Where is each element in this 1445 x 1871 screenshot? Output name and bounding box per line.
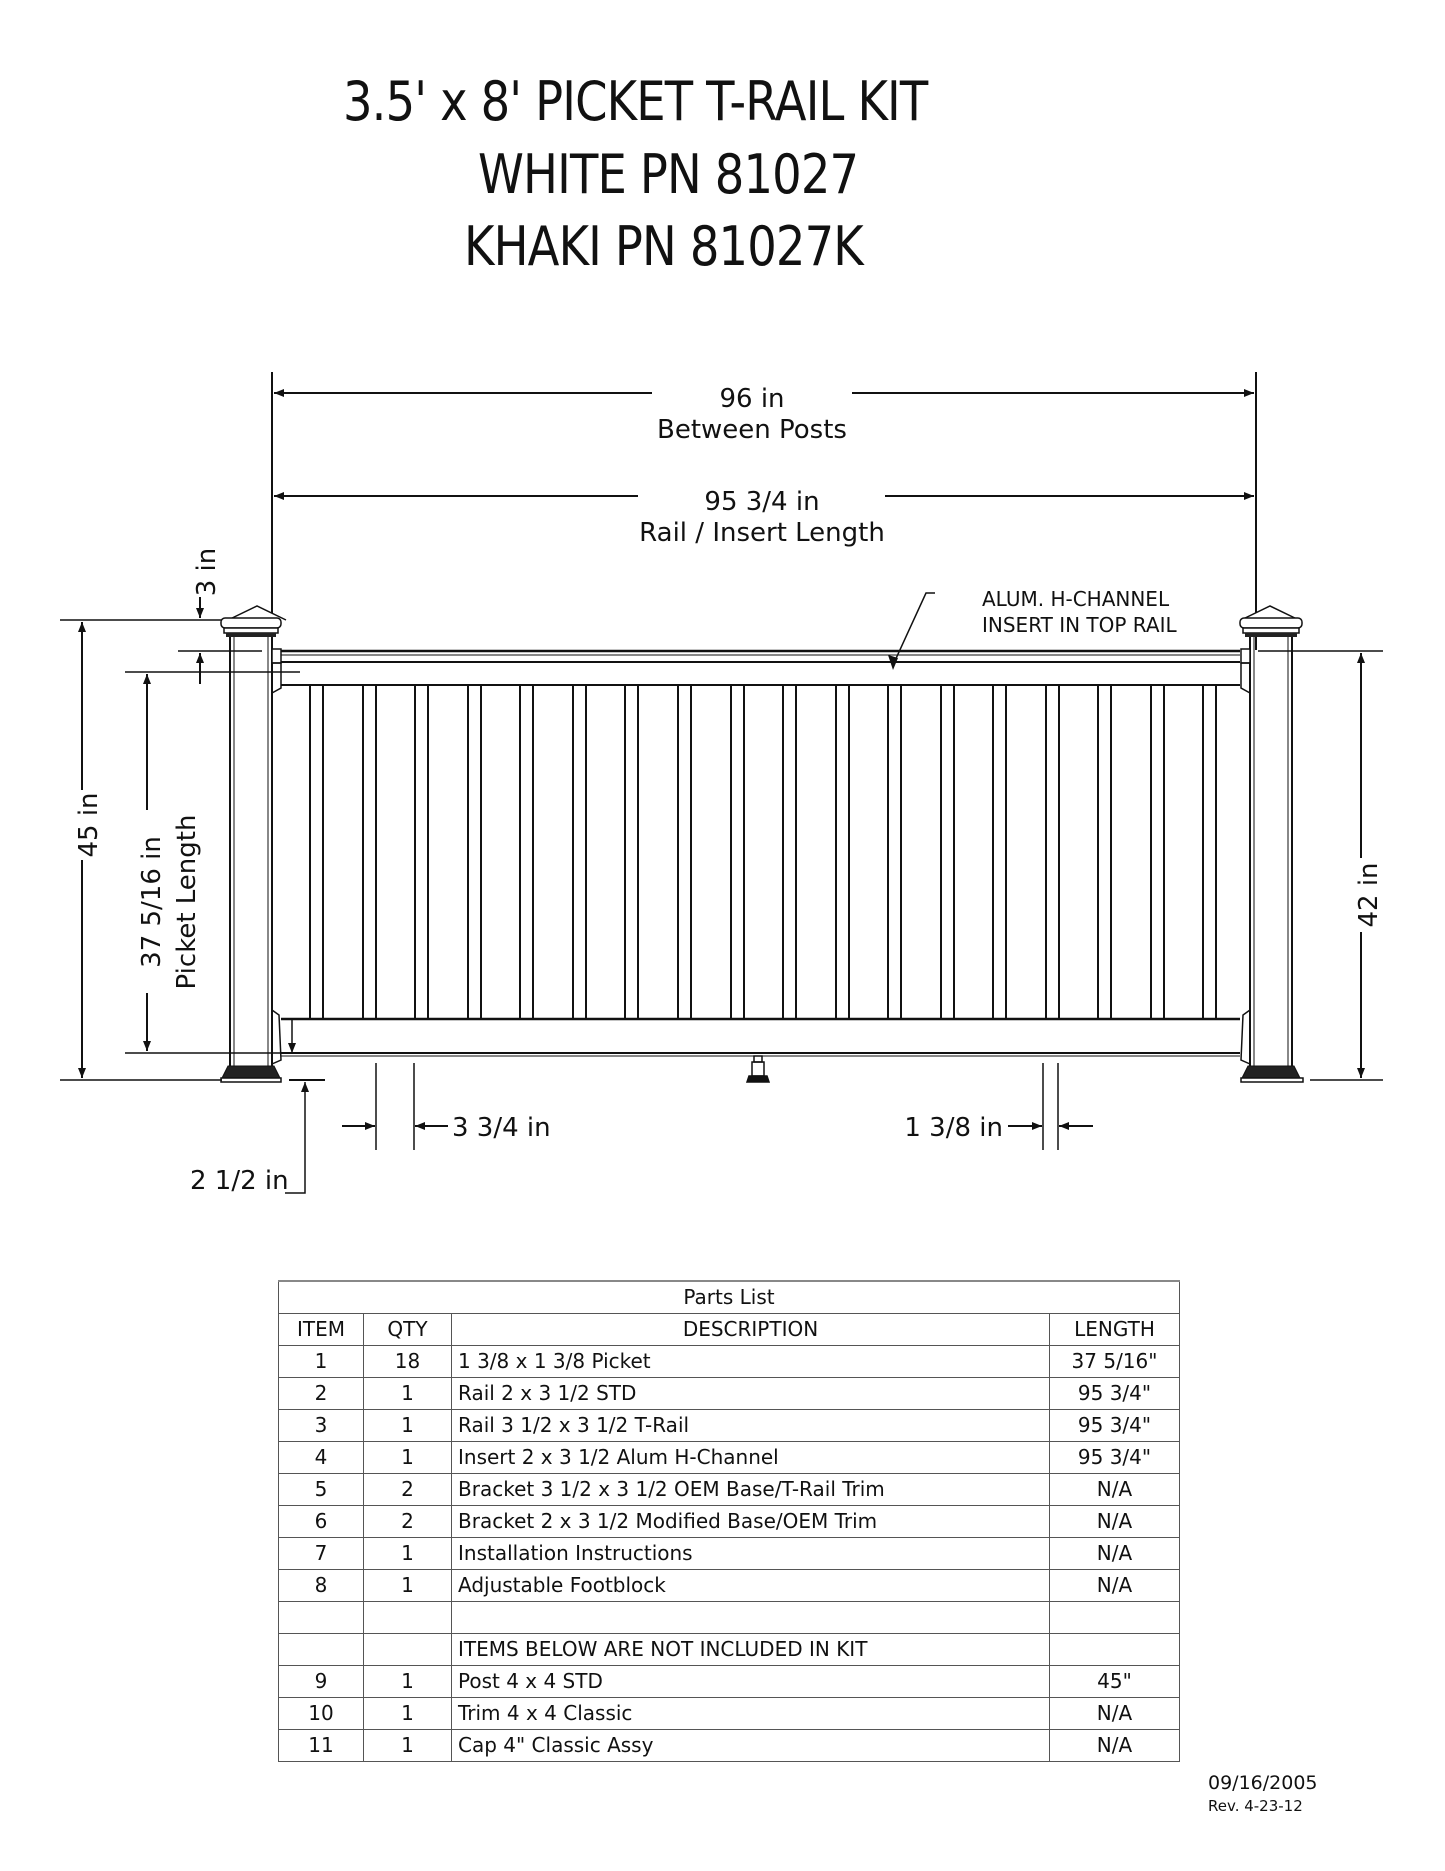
cell-qty bbox=[364, 1634, 452, 1666]
cell-length: 37 5/16" bbox=[1050, 1346, 1180, 1378]
dimension-picket-width bbox=[904, 1063, 1093, 1150]
cell-length: 95 3/4" bbox=[1050, 1410, 1180, 1442]
table-row bbox=[279, 1474, 1180, 1506]
cell-description: Insert 2 x 3 1/2 Alum H-Channel bbox=[452, 1442, 1050, 1474]
cell-length: 95 3/4" bbox=[1050, 1378, 1180, 1410]
cell-item: 9 bbox=[279, 1666, 364, 1698]
dimension-between-posts bbox=[274, 384, 1254, 445]
cell-description: Cap 4" Classic Assy bbox=[452, 1730, 1050, 1762]
callout-line-1: ALUM. H-CHANNEL bbox=[982, 587, 1170, 611]
cell-item: 8 bbox=[279, 1570, 364, 1602]
cap-height-value: 3 in bbox=[192, 547, 222, 597]
between-posts-value: 96 in bbox=[719, 384, 785, 414]
cell-qty: 1 bbox=[364, 1410, 452, 1442]
dimension-picket-length bbox=[125, 672, 300, 1053]
cell-qty: 1 bbox=[364, 1730, 452, 1762]
cell-length: N/A bbox=[1050, 1698, 1180, 1730]
cell-item: 1 bbox=[279, 1346, 364, 1378]
picket-spacing-value: 3 3/4 in bbox=[452, 1113, 551, 1143]
title-kit-name: 3.5' x 8' PICKET T-RAIL KIT bbox=[343, 70, 928, 133]
cell-item bbox=[279, 1602, 364, 1634]
cell-description bbox=[452, 1602, 1050, 1634]
revision-label: Rev. 4-23-12 bbox=[1208, 1797, 1303, 1815]
table-row bbox=[279, 1538, 1180, 1570]
parts-list-table bbox=[278, 1280, 1180, 1762]
table-row bbox=[279, 1442, 1180, 1474]
table-row-blank bbox=[279, 1602, 1180, 1634]
dimension-rail-height bbox=[1258, 651, 1384, 1080]
between-posts-label: Between Posts bbox=[657, 415, 847, 445]
cell-length: 45" bbox=[1050, 1666, 1180, 1698]
cell-length: 95 3/4" bbox=[1050, 1442, 1180, 1474]
adjustable-footblock bbox=[747, 1056, 769, 1082]
dimension-bottom-gap bbox=[190, 1019, 325, 1196]
cell-description: Bracket 2 x 3 1/2 Modified Base/OEM Trim bbox=[452, 1506, 1050, 1538]
cell-description: Installation Instructions bbox=[452, 1538, 1050, 1570]
cell-description: Post 4 x 4 STD bbox=[452, 1666, 1050, 1698]
cell-description: 1 3/8 x 1 3/8 Picket bbox=[452, 1346, 1050, 1378]
header-item: ITEM bbox=[279, 1314, 364, 1346]
table-row bbox=[279, 1570, 1180, 1602]
parts-list-header-row bbox=[279, 1314, 1180, 1346]
header-description: DESCRIPTION bbox=[452, 1314, 1050, 1346]
title-white-part-number: WHITE PN 81027 bbox=[478, 143, 859, 206]
picket-length-value: 37 5/16 in bbox=[137, 836, 167, 968]
cell-description: Rail 2 x 3 1/2 STD bbox=[452, 1378, 1050, 1410]
cell-item: 3 bbox=[279, 1410, 364, 1442]
cell-item: 5 bbox=[279, 1474, 364, 1506]
dimension-picket-spacing bbox=[342, 1063, 551, 1150]
table-row bbox=[279, 1698, 1180, 1730]
callout-line-2: INSERT IN TOP RAIL bbox=[982, 613, 1177, 637]
cell-qty: 1 bbox=[364, 1442, 452, 1474]
picket-length-label: Picket Length bbox=[172, 814, 202, 990]
rail-length-value: 95 3/4 in bbox=[704, 487, 820, 517]
cell-qty: 1 bbox=[364, 1538, 452, 1570]
table-row bbox=[279, 1666, 1180, 1698]
h-channel-callout bbox=[888, 587, 1177, 670]
table-row bbox=[279, 1506, 1180, 1538]
table-row bbox=[279, 1346, 1180, 1378]
table-row-section-note bbox=[279, 1634, 1180, 1666]
cell-qty: 2 bbox=[364, 1506, 452, 1538]
rail-height-value: 42 in bbox=[1354, 862, 1384, 928]
header-length: LENGTH bbox=[1050, 1314, 1180, 1346]
cell-length: N/A bbox=[1050, 1570, 1180, 1602]
cell-qty: 1 bbox=[364, 1378, 452, 1410]
cell-description: ITEMS BELOW ARE NOT INCLUDED IN KIT bbox=[452, 1634, 1050, 1666]
cell-qty: 1 bbox=[364, 1698, 452, 1730]
table-row bbox=[279, 1730, 1180, 1762]
cell-item: 4 bbox=[279, 1442, 364, 1474]
bottom-gap-value: 2 1/2 in bbox=[190, 1166, 289, 1196]
cell-qty bbox=[364, 1602, 452, 1634]
picket-width-value: 1 3/8 in bbox=[904, 1113, 1003, 1143]
cell-qty: 1 bbox=[364, 1666, 452, 1698]
cell-length: N/A bbox=[1050, 1474, 1180, 1506]
drawing-date: 09/16/2005 bbox=[1208, 1772, 1318, 1794]
cell-qty: 1 bbox=[364, 1570, 452, 1602]
overall-height-value: 45 in bbox=[74, 792, 104, 858]
cell-length bbox=[1050, 1634, 1180, 1666]
cell-description: Rail 3 1/2 x 3 1/2 T-Rail bbox=[452, 1410, 1050, 1442]
table-row bbox=[279, 1378, 1180, 1410]
pickets bbox=[310, 686, 1216, 1019]
cell-length: N/A bbox=[1050, 1506, 1180, 1538]
cell-item: 11 bbox=[279, 1730, 364, 1762]
cell-description: Bracket 3 1/2 x 3 1/2 OEM Base/T-Rail Trim bbox=[452, 1474, 1050, 1506]
top-t-rail bbox=[272, 649, 1250, 693]
cell-qty: 18 bbox=[364, 1346, 452, 1378]
cell-item: 2 bbox=[279, 1378, 364, 1410]
cell-description: Trim 4 x 4 Classic bbox=[452, 1698, 1050, 1730]
cell-description: Adjustable Footblock bbox=[452, 1570, 1050, 1602]
cell-length: N/A bbox=[1050, 1730, 1180, 1762]
cell-length bbox=[1050, 1602, 1180, 1634]
cell-length: N/A bbox=[1050, 1538, 1180, 1570]
dimension-rail-length bbox=[274, 487, 1254, 548]
title-khaki-part-number: KHAKI PN 81027K bbox=[464, 215, 863, 278]
cell-item: 10 bbox=[279, 1698, 364, 1730]
cell-item: 6 bbox=[279, 1506, 364, 1538]
cell-item: 7 bbox=[279, 1538, 364, 1570]
rail-length-label: Rail / Insert Length bbox=[639, 518, 885, 548]
table-row bbox=[279, 1410, 1180, 1442]
cell-qty: 2 bbox=[364, 1474, 452, 1506]
cell-item bbox=[279, 1634, 364, 1666]
parts-list-caption: Parts List bbox=[279, 1281, 1180, 1314]
left-post bbox=[221, 606, 286, 1082]
header-qty: QTY bbox=[364, 1314, 452, 1346]
